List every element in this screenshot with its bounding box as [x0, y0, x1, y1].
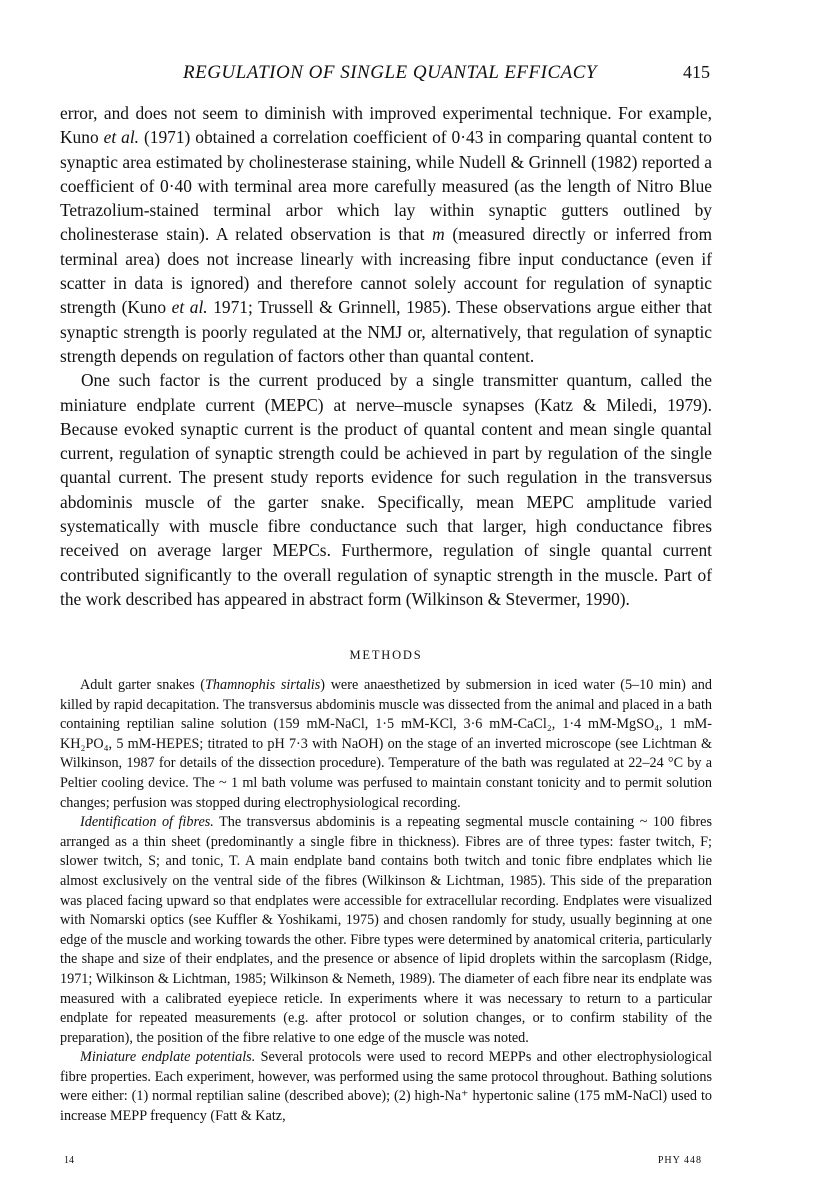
paragraph: Adult garter snakes (Thamnophis sirtalis) were anaesthetized by submersion in iced water (5–10 min) and killed by rapid decapitation. The transversus abdominis muscle was dissected from the animal and placed in a bath containing reptilian saline solution (159 mM-NaCl, 1·5 mM-KCl, 3·6 mM-CaCl₂, 1·4 mM-MgSO₄, 1 mM-KH₂PO₄, 5 mM-HEPES; titrated to pH 7·3 with NaOH) on the stage of an inverted microscope (see Lichtman & Wilkinson, 1987 for details of the dissection procedure). Temperature of the bath was regulated at 22–24 °C by a Peltier cooling device. The ~ 1 ml bath volume was perfused to maintain constant tonicity and to permit solution changes; perfusion was stopped during electrophysiological recording.: [60, 677, 712, 811]
methods-text: [60, 676, 712, 1127]
running-title: REGULATION OF SINGLE QUANTAL EFFICACY: [182, 62, 597, 83]
journal-signature: PHY 448: [657, 1155, 702, 1166]
signature-mark: 14: [64, 1155, 74, 1166]
section-heading: METHODS: [349, 648, 423, 662]
paragraph: One such factor is the current produced by a single transmitter quantum, called the miniature endplate current (MEPC) at nerve–muscle synapses (Katz & Miledi, 1979). Because evoked synaptic current is the product of quantal content and mean single quantal current, regulation of synaptic strength could be achieved in part by regulation of the single quantal current. The present study reports evidence for such regulation in the transversus abdominis muscle of the garter snake. Specifically, mean MEPC amplitude varied systematically with muscle fibre conductance such that larger, high conductance fibres received on average larger MEPCs. Furthermore, regulation of single quantal current contributed significantly to the overall regulation of synaptic strength in the muscle. Part of the work described has appeared in abstract form (Wilkinson & Stevermer, 1990).: [60, 370, 712, 609]
introduction-text: [60, 101, 712, 611]
running-header: [60, 62, 710, 92]
subsection-title: Miniature endplate potentials.: [80, 1049, 256, 1066]
subsection-title: Identification of fibres.: [80, 814, 214, 831]
paragraph: error, and does not seem to diminish with improved experimental technique. For example, Kuno et al. (1971) obtained a correlation coefficient of 0·43 in comparing quantal content to synaptic area estimated by cholinesterase staining, while Nudell & Grinnell (1982) reported a coefficient of 0·40 with terminal area more carefully measured (as the length of Nitro Blue Tetrazolium-stained terminal arbor which lay within synaptic gutters outlined by cholinesterase stain). A related observation is that m (measured directly or inferred from terminal area) does not increase linearly with increasing fibre input conductance (even if scatter in data is ignored) and therefore cannot solely account for regulation of synaptic strength (Kuno et al. 1971; Trussell & Grinnell, 1985). These observations argue either that synaptic strength is poorly regulated at the NMJ or, alternatively, that regulation of synaptic strength depends on regulation of factors other than quantal content.: [60, 103, 712, 366]
paragraph: Identification of fibres. The transversus abdominis is a repeating segmental muscle containing ~ 100 fibres arranged as a thin sheet (predominantly a single fibre in thickness). Fibres are of three types: faster twitch, F; slower twitch, S; and tonic, T. A main endplate band contains both twitch and tonic fibre endplates which lie almost exclusively on the ventral side of the fibres (Wilkinson & Lichtman, 1985). This side of the preparation was placed facing upward so that endplates were accessible for extracellular recording. Endplates were visualized with Nomarski optics (see Kuffler & Yoshikami, 1975) and chosen randomly for study, usually beginning at one edge of the muscle and working towards the other. Fibre types were determined by anatomical criteria, particularly the shape and size of their endplates, and the presence or absence of lipid droplets within the sarcoplasm (Ridge, 1971; Wilkinson & Lichtman, 1985; Wilkinson & Nemeth, 1989). The diameter of each fibre near its endplate was measured with a calibrated eyepiece reticle. In experiments where it was necessary to return to a particular endplate for repeated measurements (e.g. after protocol or solution changes, or to confirm stability of the preparation), the position of the fibre relative to one edge of the muscle was noted.: [60, 814, 713, 1046]
page-number: 415: [683, 62, 710, 82]
page-footer: [60, 1155, 712, 1171]
paragraph: Miniature endplate potentials. Several protocols were used to record MEPPs and other electrophysiological fibre properties. Each experiment, however, was performed using the same protocol throughout. Bathing solutions were either: (1) normal reptilian saline (described above); (2) high-Na⁺ hypertonic saline (175 mM-NaCl) used to increase MEPP frequency (Fatt & Katz,: [60, 1049, 713, 1125]
